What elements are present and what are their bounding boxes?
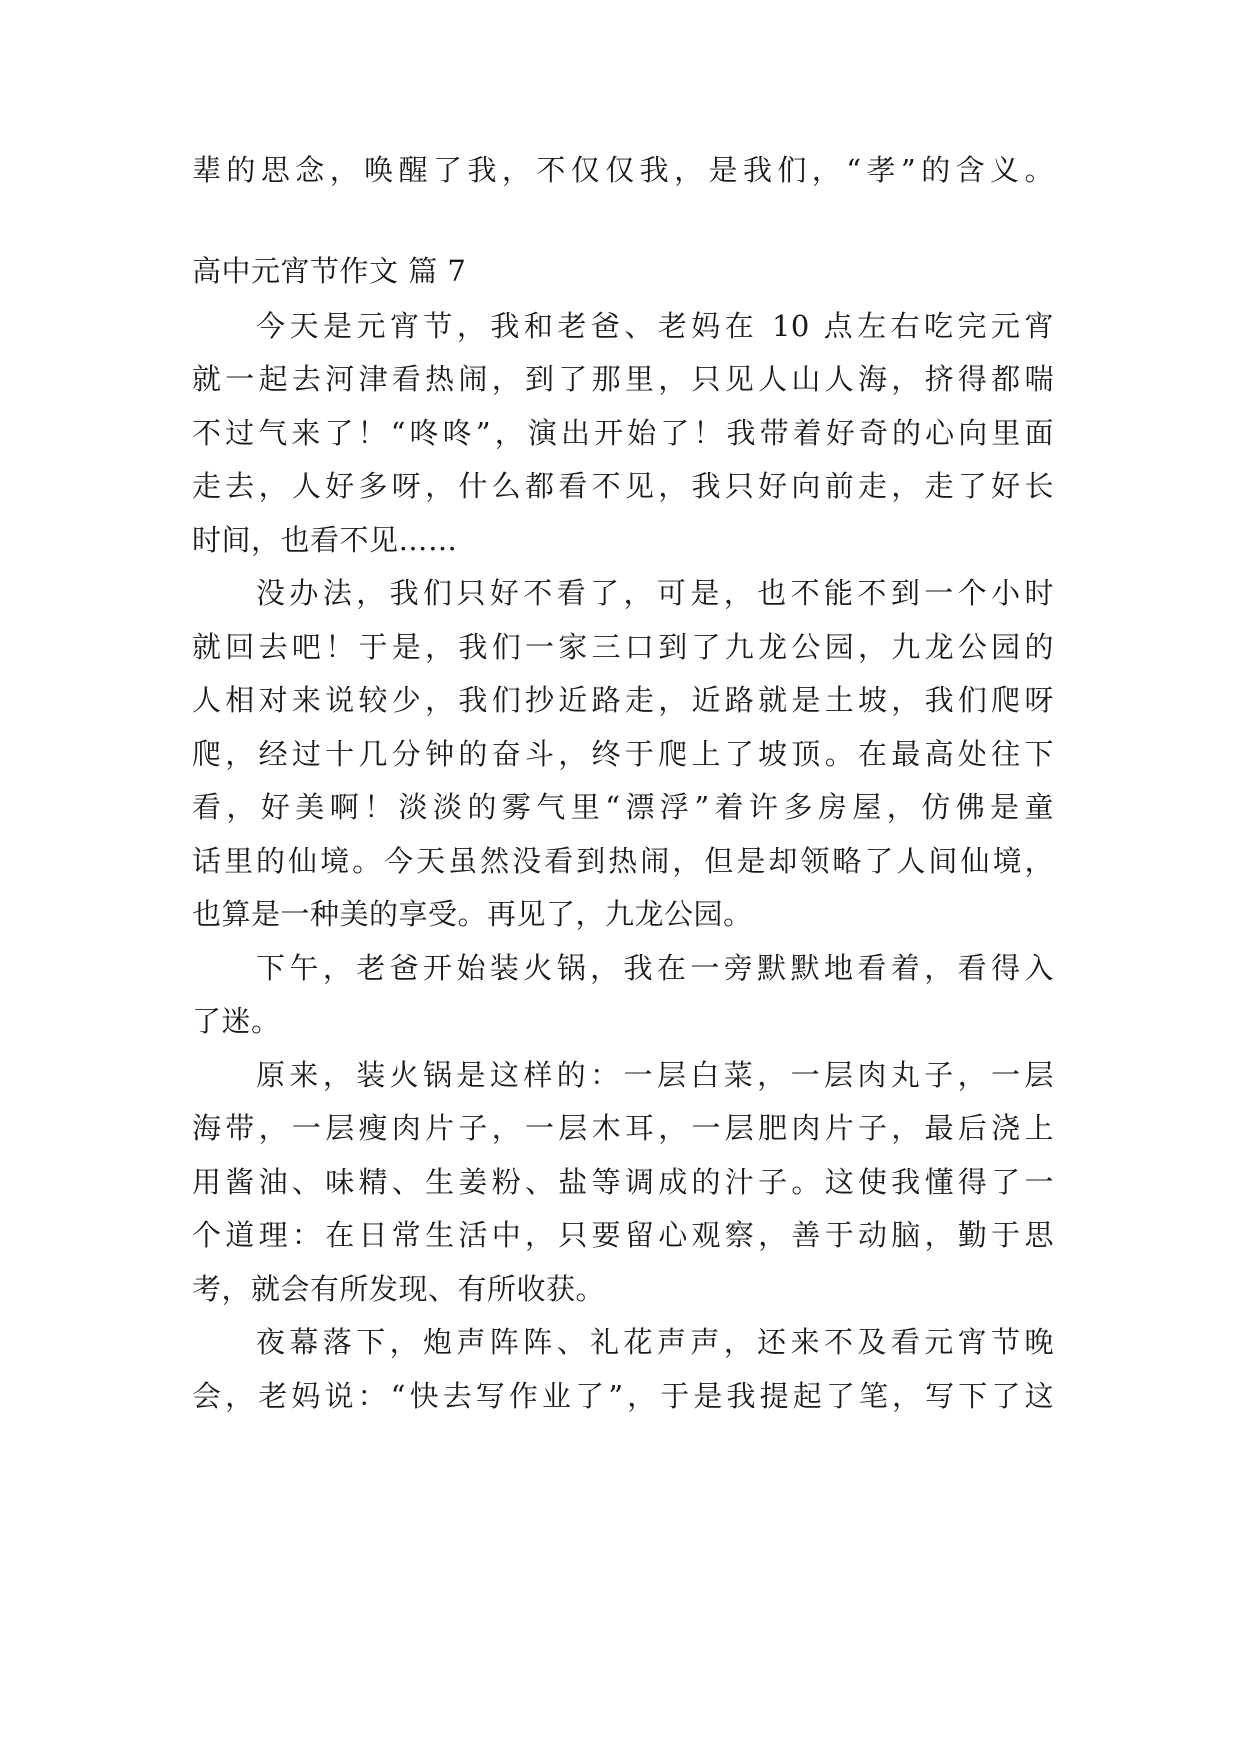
paragraph-line: 就一起去河津看热闹，到了那里，只见人山人海，挤得都喘 — [192, 362, 1054, 396]
paragraph-line: 海带，一层瘦肉片子，一层木耳，一层肥肉片子，最后浇上 — [192, 1111, 1054, 1145]
paragraph-line: 个道理：在日常生活中，只要留心观察，善于动脑，勤于思 — [192, 1218, 1054, 1252]
paragraph-line: 考，就会有所发现、有所收获。 — [192, 1272, 606, 1306]
paragraph-line: 了迷。 — [192, 1004, 281, 1038]
paragraph-line: 没办法，我们只好不看了，可是，也不能不到一个小时 — [256, 576, 1054, 610]
paragraph-line: 夜幕落下，炮声阵阵、礼花声声，还来不及看元宵节晚 — [256, 1325, 1054, 1359]
paragraph-line: 时间，也看不见…… — [192, 523, 458, 557]
paragraph-line: 也算是一种美的享受。再见了，九龙公园。 — [192, 897, 753, 931]
paragraph-line: 就回去吧！于是，我们一家三口到了九龙公园，九龙公园的 — [192, 630, 1054, 664]
paragraph-line: 不过气来了！“咚咚”，演出开始了！我带着好奇的心向里面 — [192, 416, 1054, 450]
paragraph-line: 会，老妈说：“快去写作业了”，于是我提起了笔，写下了这 — [192, 1379, 1054, 1413]
paragraph-line: 今天是元宵节，我和老爸、老妈在 10 点左右吃完元宵 — [256, 309, 1054, 343]
paragraph-line: 走去，人好多呀，什么都看不见，我只好向前走，走了好长 — [192, 469, 1054, 503]
section-heading: 高中元宵节作文 篇 7 — [192, 254, 467, 288]
paragraph-line: 看，好美啊！淡淡的雾气里“漂浮”着许多房屋，仿佛是童 — [192, 790, 1054, 824]
continuation-line: 辈的思念，唤醒了我，不仅仅我，是我们，“孝”的含义。 — [192, 153, 1054, 187]
paragraph-line: 人相对来说较少，我们抄近路走，近路就是土坡，我们爬呀 — [192, 683, 1054, 717]
paragraph-line: 原来，装火锅是这样的：一层白菜，一层肉丸子，一层 — [256, 1058, 1054, 1092]
paragraph-line: 话里的仙境。今天虽然没看到热闹，但是却领略了人间仙境， — [192, 844, 1054, 878]
paragraph-line: 下午，老爸开始装火锅，我在一旁默默地看着，看得入 — [256, 951, 1054, 985]
paragraph-line: 用酱油、味精、生姜粉、盐等调成的汁子。这使我懂得了一 — [192, 1165, 1054, 1199]
paragraph-line: 爬，经过十几分钟的奋斗，终于爬上了坡顶。在最高处往下 — [192, 737, 1054, 771]
